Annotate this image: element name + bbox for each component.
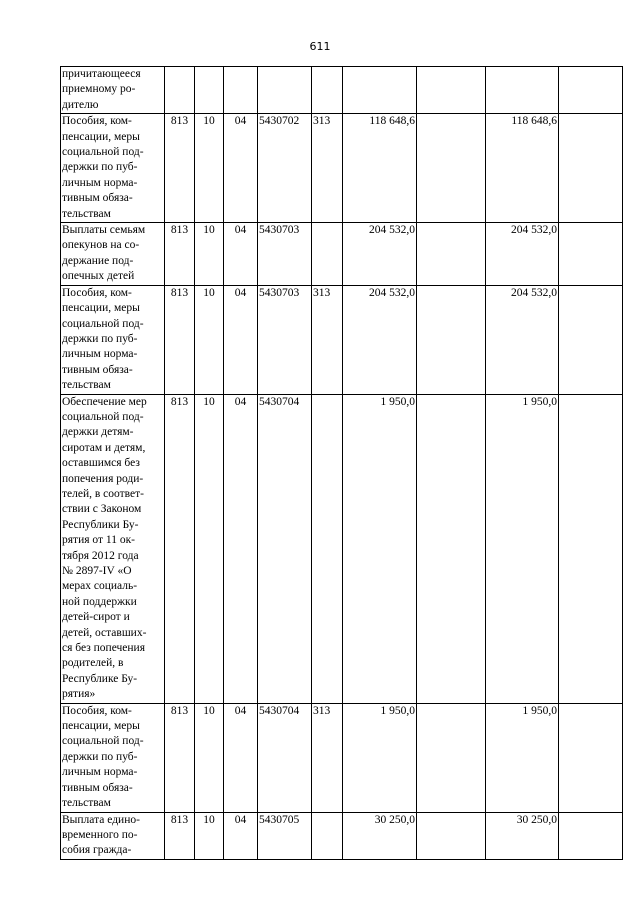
page-number: 611 <box>309 40 331 53</box>
subsection-code: 04 <box>224 285 258 394</box>
target-article-code: 5430704 <box>258 703 312 812</box>
subsection-code: 04 <box>224 114 258 223</box>
empty-cell <box>417 812 486 859</box>
empty-cell <box>559 703 623 812</box>
empty-cell <box>559 223 623 286</box>
table-row <box>61 285 623 394</box>
empty-cell <box>559 394 623 703</box>
empty-cell <box>559 67 623 114</box>
table-row <box>61 223 623 286</box>
table-row <box>61 394 623 703</box>
target-article-code: 5430705 <box>258 812 312 859</box>
amount-cell <box>343 67 417 114</box>
table-row <box>61 114 623 223</box>
section-code: 10 <box>195 703 224 812</box>
expense-type-code <box>312 812 343 859</box>
row-name: Пособия, ком- пенсации, меры социальной под- держки по пуб- личным норма- тивным обяза- тельствам <box>61 703 165 812</box>
empty-cell <box>417 285 486 394</box>
amount-total-cell: 30 250,0 <box>486 812 559 859</box>
row-name: Пособия, ком- пенсации, меры социальной под- держки по пуб- личным норма- тивным обяза- тельствам <box>61 114 165 223</box>
table-row <box>61 703 623 812</box>
subsection-code <box>224 67 258 114</box>
empty-cell <box>559 114 623 223</box>
section-code: 10 <box>195 223 224 286</box>
row-name: Выплаты семьям опекунов на со- держание под- опечных детей <box>61 223 165 286</box>
target-article-code: 5430704 <box>258 394 312 703</box>
empty-cell <box>417 703 486 812</box>
amount-total-cell <box>486 67 559 114</box>
expense-type-code: 313 <box>312 285 343 394</box>
table-row <box>61 67 623 114</box>
amount-total-cell: 118 648,6 <box>486 114 559 223</box>
empty-cell <box>559 285 623 394</box>
target-article-code: 5430702 <box>258 114 312 223</box>
amount-total-cell: 204 532,0 <box>486 285 559 394</box>
section-code: 10 <box>195 394 224 703</box>
empty-cell <box>559 812 623 859</box>
row-name: причитающееся приемному ро- дителю <box>61 67 165 114</box>
section-code: 10 <box>195 812 224 859</box>
expense-type-code: 313 <box>312 114 343 223</box>
subsection-code: 04 <box>224 394 258 703</box>
amount-total-cell: 1 950,0 <box>486 394 559 703</box>
row-name: Обеспечение мер социальной под- держки детям- сиротам и детям, оставшимся без попечения роди- телей, в соответ- ствии с Законом Республики Бу- рятия от 11 ок- тября 2012 года № 2897-IV «О мерах социаль- ной поддержки детей-сирот и детей, оставших- ся без попечения родителей, в Республике Бу- рятия» <box>61 394 165 703</box>
ministry-code: 813 <box>165 812 195 859</box>
expense-type-code <box>312 394 343 703</box>
amount-cell: 1 950,0 <box>343 394 417 703</box>
target-article-code: 5430703 <box>258 285 312 394</box>
empty-cell <box>417 394 486 703</box>
table-row <box>61 812 623 859</box>
amount-cell: 204 532,0 <box>343 223 417 286</box>
section-code: 10 <box>195 114 224 223</box>
amount-cell: 204 532,0 <box>343 285 417 394</box>
ministry-code <box>165 67 195 114</box>
section-code <box>195 67 224 114</box>
amount-total-cell: 204 532,0 <box>486 223 559 286</box>
amount-cell: 118 648,6 <box>343 114 417 223</box>
ministry-code: 813 <box>165 285 195 394</box>
amount-cell: 1 950,0 <box>343 703 417 812</box>
empty-cell <box>417 114 486 223</box>
amount-cell: 30 250,0 <box>343 812 417 859</box>
expense-type-code: 313 <box>312 703 343 812</box>
empty-cell <box>417 67 486 114</box>
amount-total-cell: 1 950,0 <box>486 703 559 812</box>
ministry-code: 813 <box>165 114 195 223</box>
section-code: 10 <box>195 285 224 394</box>
target-article-code <box>258 67 312 114</box>
budget-table <box>60 66 623 860</box>
subsection-code: 04 <box>224 223 258 286</box>
expense-type-code <box>312 67 343 114</box>
ministry-code: 813 <box>165 703 195 812</box>
subsection-code: 04 <box>224 703 258 812</box>
empty-cell <box>417 223 486 286</box>
row-name: Выплата едино- временного по- собия гражда- <box>61 812 165 859</box>
ministry-code: 813 <box>165 223 195 286</box>
target-article-code: 5430703 <box>258 223 312 286</box>
ministry-code: 813 <box>165 394 195 703</box>
subsection-code: 04 <box>224 812 258 859</box>
expense-type-code <box>312 223 343 286</box>
row-name: Пособия, ком- пенсации, меры социальной под- держки по пуб- личным норма- тивным обяза- тельствам <box>61 285 165 394</box>
